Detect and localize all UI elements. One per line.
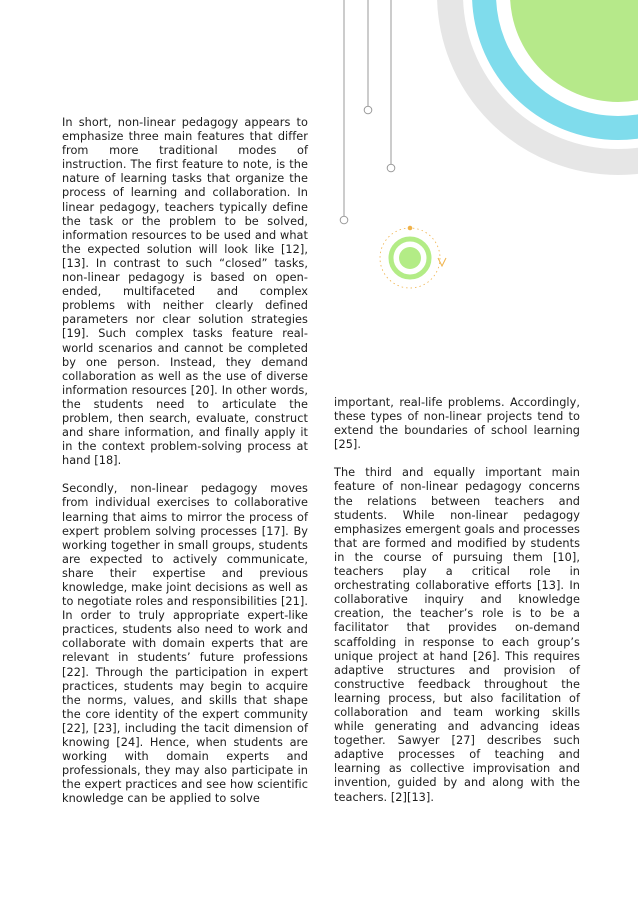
paragraph: In short, non-linear pedagogy appears to emphasize three main features that differ from more traditional modes of instruction. The first feature to note, is the nature of learning tasks that organize the process of learning and collaboration. In linear pedagogy, teachers typically define the task or the problem to be solved, information resources to be used and what the expected solution will look like [12], [13]. In contrast to such “closed” tasks, non-linear pedagogy is based on open-ended, multifaceted and complex problems with neither clearly defined parameters nor clear solution strategies [19]. Such complex tasks feature real-world scenarios and cannot be completed by one person. Instead, they demand collaboration as well as the use of diverse information resources [20]. In other words, the students need to articulate the problem, then search, evaluate, construct and share information, and finally apply it in the context problem-solving process at hand [18]. — [62, 116, 308, 468]
paragraph: Secondly, non-linear pedagogy moves from individual exercises to collaborative learning that aims to mirror the process of expert problem solving processes [17]. By working together in small groups, students are expected to actively communicate, share their expertise and previous knowledge, make joint decisions as well as to negotiate roles and responsibilities [21]. In order to truly appropriate expert-like practices, students also need to work and collaborate with domain experts that are relevant in students’ future professions [22]. Through the participation in expert practices, students may begin to acquire the norms, values, and skills that shape the core identity of the expert community [22], [23], including the tacit dimension of knowing [24]. Hence, when students are working with domain experts and professionals, they may also participate in the expert practices and see how scientific knowledge can be applied to solve — [62, 482, 308, 806]
left-text-column — [62, 116, 308, 821]
pendulum-lines — [340, 0, 395, 224]
paragraph: The third and equally important main feature of non-linear pedagogy concerns the relations between teachers and students. While non-linear pedagogy emphasizes emergent goals and processes that are formed and modified by students in the course of pursuing them [10], teachers play a critical role in orchestrating collaborative efforts [13]. In collaborative inquiry and knowledge creation, the teacher’s role is to be a facilitator that provides on-demand scaffolding in response to each group’s unique project at hand [26]. This requires adaptive structures and provision of constructive feedback throughout the learning process, but also facilitation of collaboration and team working skills while generating and advancing ideas together. Sawyer [27] describes such adaptive processes of teaching and learning as collective improvisation and invention, guided by and along with the teachers. [2][13]. — [334, 466, 580, 804]
target-circle-icon — [380, 226, 446, 288]
paragraph: important, real-life problems. Accordingly, these types of non-linear projects tend to extend the boundaries of school learning [25]. — [334, 396, 580, 452]
right-text-column — [334, 396, 580, 819]
